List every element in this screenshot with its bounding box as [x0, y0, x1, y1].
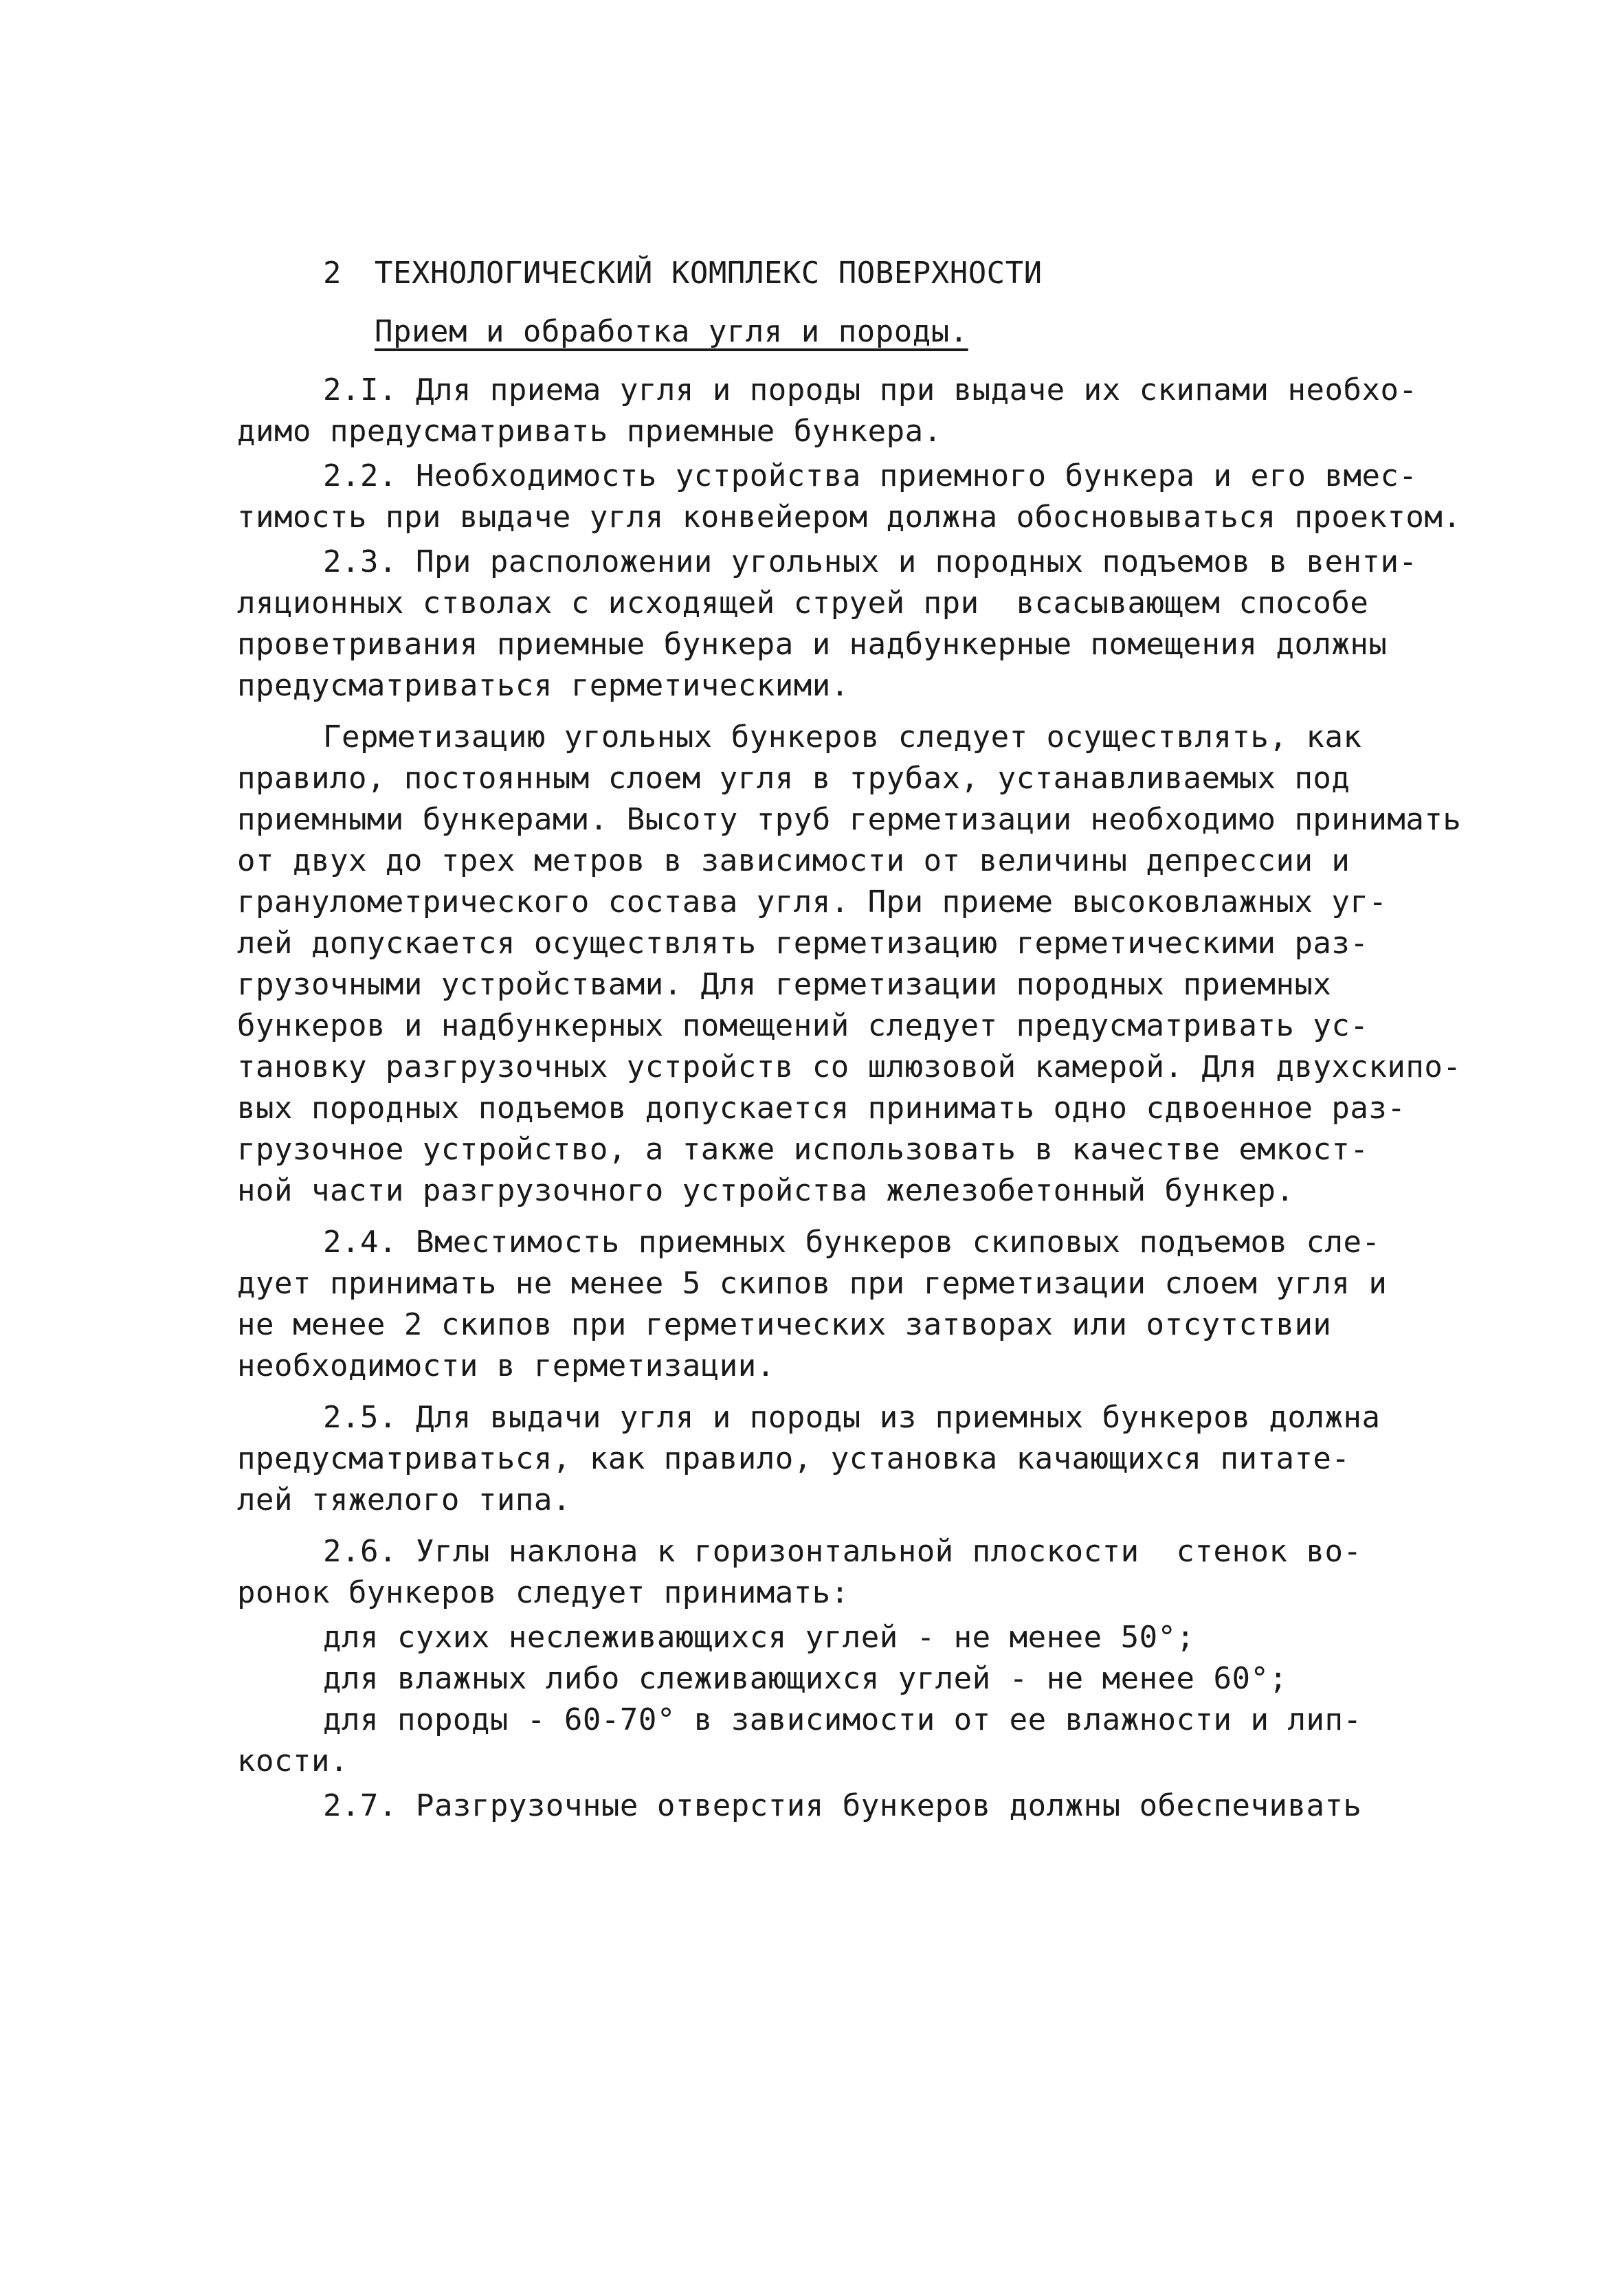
text-line: 2.5. Для выдачи угля и породы из приемных бункеров должна [323, 1400, 1381, 1435]
text-line: гранулометрического состава угля. При приеме высоковлажных уг- [237, 884, 1388, 920]
section-title: ТЕХНОЛОГИЧЕСКИЙ КОМПЛЕКС ПОВЕРХНОСТИ [375, 256, 1043, 291]
text-line: 2.I. Для приема угля и породы при выдаче их скипами необхо- [323, 372, 1418, 408]
text-line: кости. [237, 1744, 348, 1779]
section-number: 2 [323, 256, 342, 291]
text-line: не менее 2 скипов при герметических затворах или отсутствии [237, 1307, 1332, 1342]
text-line: грузочными устройствами. Для герметизации породных приемных [237, 967, 1332, 1002]
section-subtitle: Прием и обработка угля и породы. [375, 314, 968, 349]
text-line: правило, постоянным слоем угля в трубах, устанавливаемых под [237, 761, 1350, 796]
text-line: дует принимать не менее 5 скипов при герметизации слоем угля и [237, 1266, 1388, 1301]
text-line: димо предусматривать приемные бункера. [237, 414, 942, 449]
text-line: тановку разгрузочных устройств со шлюзовой камерой. Для двухскипо- [237, 1049, 1462, 1084]
text-line: предусматриваться герметическими. [237, 668, 849, 703]
text-line: необходимости в герметизации. [237, 1348, 775, 1383]
text-line: грузочное устройство, а также использовать в качестве емкост- [237, 1132, 1369, 1167]
text-line: лей тяжелого типа. [237, 1482, 571, 1517]
text-line: Герметизацию угольных бункеров следует осуществлять, как [323, 720, 1362, 755]
text-line: ляционных стволах с исходящей струей при всасывающем способе [237, 586, 1369, 621]
text-line: 2.2. Необходимость устройства приемного бункера и его вмес- [323, 458, 1418, 493]
text-line: от двух до трех метров в зависимости от величины депрессии и [237, 843, 1350, 878]
text-line: 2.3. При расположении угольных и породных подъемов в венти- [323, 544, 1418, 579]
text-line: тимость при выдаче угля конвейером должна обосновываться проектом. [237, 500, 1462, 535]
text-line: 2.4. Вместимость приемных бункеров скиповых подъемов сле- [323, 1225, 1381, 1260]
text-line: вых породных подъемов допускается принимать одно сдвоенное раз- [237, 1091, 1406, 1126]
text-line: проветривания приемные бункера и надбункерные помещения должны [237, 627, 1388, 662]
text-line: для породы - 60-70° в зависимости от ее влажности и лип- [323, 1702, 1362, 1737]
text-line: предусматриваться, как правило, установка качающихся питате- [237, 1441, 1350, 1476]
text-line: приемными бункерами. Высоту труб герметизации необходимо принимать [237, 802, 1462, 837]
text-line: бункеров и надбункерных помещений следует предусматривать ус- [237, 1008, 1369, 1043]
text-line: 2.7. Разгрузочные отверстия бункеров должны обеспечивать [323, 1788, 1362, 1823]
text-line: 2.6. Углы наклона к горизонтальной плоскости стенок во- [323, 1534, 1362, 1569]
text-line: для сухих неслеживающихся углей - не менее 50°; [323, 1620, 1195, 1655]
text-line: для влажных либо слеживающихся углей - не менее 60°; [323, 1661, 1288, 1696]
text-line: ронок бункеров следует принимать: [237, 1575, 849, 1610]
text-line: лей допускается осуществлять герметизацию герметическими раз- [237, 926, 1369, 961]
text-line: ной части разгрузочного устройства железобетонный бункер. [237, 1173, 1295, 1208]
